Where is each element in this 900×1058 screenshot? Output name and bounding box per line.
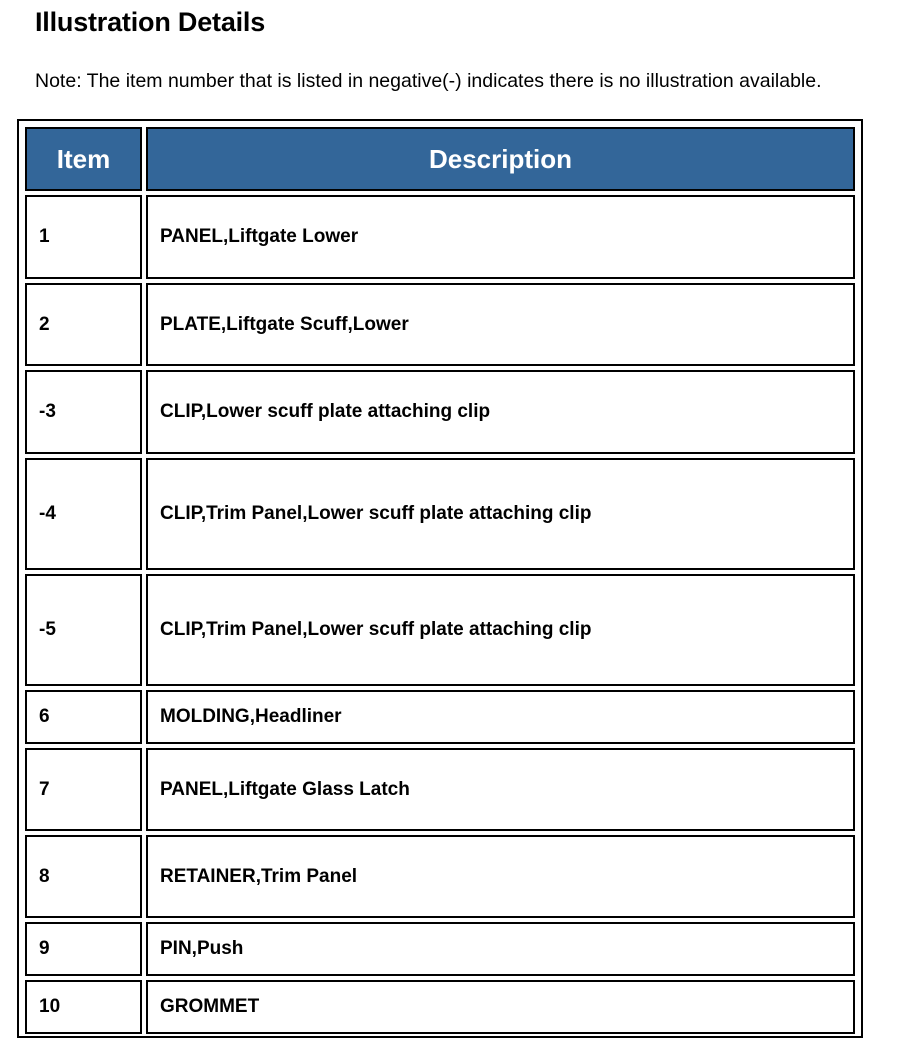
- parts-table: [21, 123, 859, 1038]
- item-number: 1: [25, 195, 142, 279]
- item-number: -5: [25, 574, 142, 686]
- item-description: RETAINER,Trim Panel: [146, 835, 855, 918]
- table-row: [25, 922, 855, 976]
- item-description: PLATE,Liftgate Scuff,Lower: [146, 283, 855, 366]
- table-row: [25, 195, 855, 279]
- parts-table-frame: [17, 119, 863, 1038]
- item-number: 2: [25, 283, 142, 366]
- item-number: -3: [25, 370, 142, 454]
- item-description: CLIP,Trim Panel,Lower scuff plate attaching clip: [146, 458, 855, 570]
- table-row: [25, 458, 855, 570]
- item-description: GROMMET: [146, 980, 855, 1034]
- page-title: Illustration Details: [35, 7, 266, 37]
- item-number: 10: [25, 980, 142, 1034]
- item-number: 6: [25, 690, 142, 744]
- table-row: [25, 370, 855, 454]
- table-row: [25, 283, 855, 366]
- table-row: [25, 980, 855, 1034]
- table-header-row: [25, 127, 855, 191]
- item-number: 7: [25, 748, 142, 831]
- table-row: [25, 690, 855, 744]
- item-description: CLIP,Lower scuff plate attaching clip: [146, 370, 855, 454]
- item-description: CLIP,Trim Panel,Lower scuff plate attaching clip: [146, 574, 855, 686]
- item-description: PANEL,Liftgate Lower: [146, 195, 855, 279]
- item-description: MOLDING,Headliner: [146, 690, 855, 744]
- column-header-description: Description: [146, 127, 855, 191]
- item-number: -4: [25, 458, 142, 570]
- column-header-item: Item: [25, 127, 142, 191]
- illustration-note: Note: The item number that is listed in negative(-) indicates there is no illustration available.: [35, 70, 822, 92]
- table-row: [25, 574, 855, 686]
- item-description: PANEL,Liftgate Glass Latch: [146, 748, 855, 831]
- table-row: [25, 835, 855, 918]
- table-row: [25, 748, 855, 831]
- item-description: PIN,Push: [146, 922, 855, 976]
- item-number: 8: [25, 835, 142, 918]
- item-number: 9: [25, 922, 142, 976]
